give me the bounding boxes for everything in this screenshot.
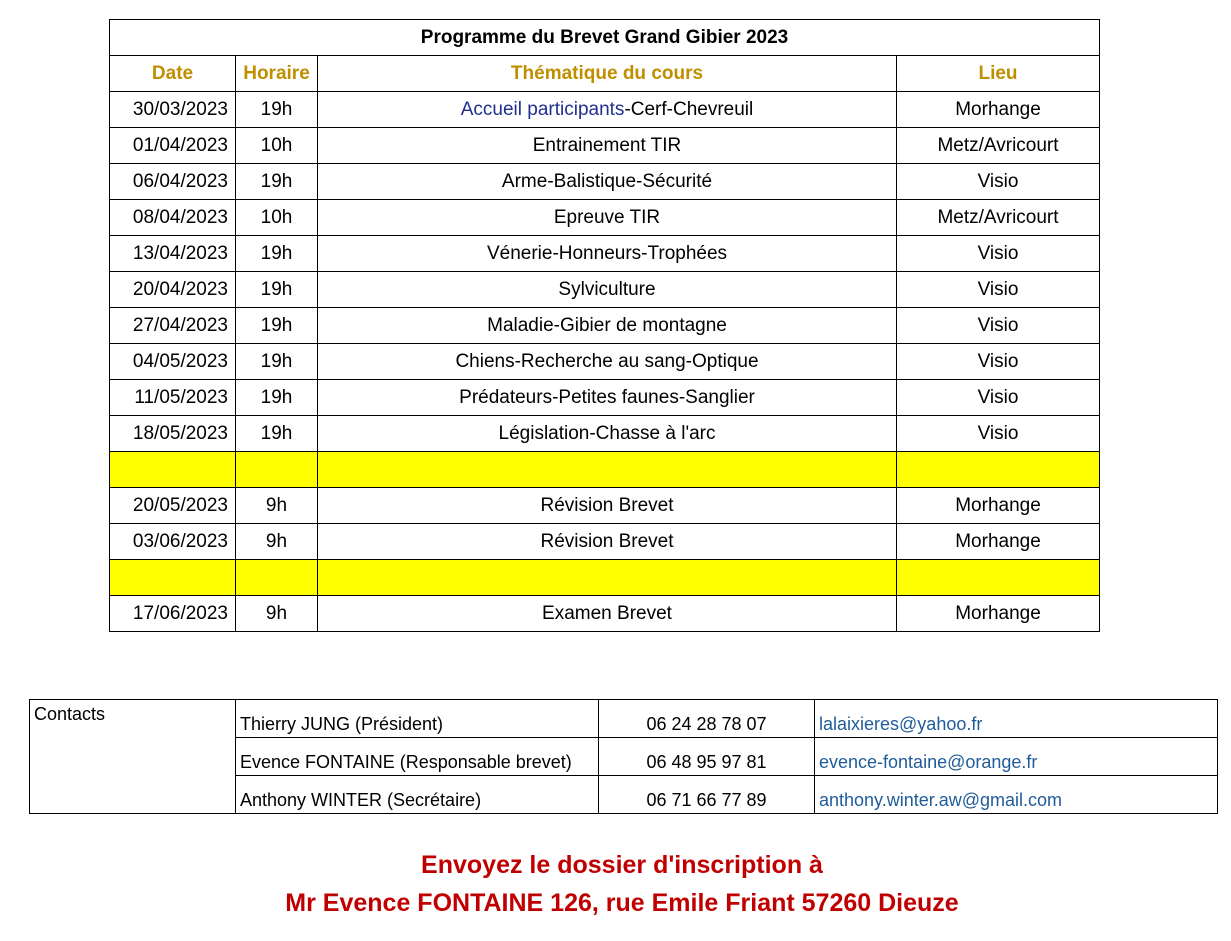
schedule-header-row (110, 56, 1100, 92)
header-thematique: Thématique du cours (318, 56, 897, 92)
table-row (110, 308, 1100, 344)
row-horaire: 19h (236, 416, 318, 452)
row-lieu: Morhange (897, 596, 1100, 632)
table-row (110, 416, 1100, 452)
notice-line-2: Mr Evence FONTAINE 126, rue Emile Friant 57260 Dieuze (285, 889, 959, 917)
row-date: 06/04/2023 (110, 164, 236, 200)
row-lieu: Visio (897, 308, 1100, 344)
row-thematique: Législation-Chasse à l'arc (318, 416, 897, 452)
header-date: Date (110, 56, 236, 92)
contact-phone: 06 24 28 78 07 (599, 700, 815, 738)
contact-name: Thierry JUNG (Président) (236, 700, 599, 738)
highlight-cell (318, 560, 897, 596)
row-thematique: Maladie-Gibier de montagne (318, 308, 897, 344)
contacts-label: Contacts (30, 700, 236, 814)
row-horaire: 19h (236, 92, 318, 128)
row-horaire: 19h (236, 164, 318, 200)
row-thematique: Examen Brevet (318, 596, 897, 632)
theme-prefix: Accueil participants (460, 98, 625, 120)
row-lieu: Visio (897, 236, 1100, 272)
row-horaire: 9h (236, 596, 318, 632)
table-row (110, 128, 1100, 164)
schedule-table (109, 19, 1100, 632)
table-row (110, 524, 1100, 560)
theme-text: -Cerf-Chevreuil (624, 98, 754, 120)
table-row (110, 344, 1100, 380)
highlight-cell (897, 560, 1100, 596)
table-row (110, 92, 1100, 128)
row-lieu: Metz/Avricourt (897, 128, 1100, 164)
contact-name: Evence FONTAINE (Responsable brevet) (236, 738, 599, 776)
row-horaire: 10h (236, 200, 318, 236)
table-row (110, 272, 1100, 308)
highlight-cell (318, 452, 897, 488)
highlight-cell (236, 452, 318, 488)
highlight-cell (110, 560, 236, 596)
row-lieu: Morhange (897, 488, 1100, 524)
row-horaire: 19h (236, 236, 318, 272)
contact-email-link[interactable]: evence-fontaine@orange.fr (815, 738, 1218, 776)
row-date: 11/05/2023 (110, 380, 236, 416)
header-lieu: Lieu (897, 56, 1100, 92)
row-thematique: Révision Brevet (318, 488, 897, 524)
highlight-row (110, 560, 1100, 596)
row-thematique: Epreuve TIR (318, 200, 897, 236)
row-thematique: Entrainement TIR (318, 128, 897, 164)
contact-row (30, 700, 1218, 738)
contacts-table (29, 699, 1218, 814)
row-thematique (318, 92, 897, 128)
row-horaire: 19h (236, 380, 318, 416)
contact-email-link[interactable]: lalaixieres@yahoo.fr (815, 700, 1218, 738)
row-lieu: Visio (897, 272, 1100, 308)
row-date: 13/04/2023 (110, 236, 236, 272)
registration-notice (0, 846, 1231, 922)
highlight-cell (897, 452, 1100, 488)
row-horaire: 19h (236, 272, 318, 308)
row-lieu: Morhange (897, 524, 1100, 560)
row-lieu: Visio (897, 344, 1100, 380)
row-date: 04/05/2023 (110, 344, 236, 380)
contact-phone: 06 71 66 77 89 (599, 776, 815, 814)
table-row (110, 596, 1100, 632)
highlight-cell (110, 452, 236, 488)
row-date: 18/05/2023 (110, 416, 236, 452)
row-date: 08/04/2023 (110, 200, 236, 236)
row-thematique: Arme-Balistique-Sécurité (318, 164, 897, 200)
highlight-cell (236, 560, 318, 596)
row-lieu: Metz/Avricourt (897, 200, 1100, 236)
row-lieu: Visio (897, 164, 1100, 200)
row-date: 17/06/2023 (110, 596, 236, 632)
row-date: 30/03/2023 (110, 92, 236, 128)
row-thematique: Vénerie-Honneurs-Trophées (318, 236, 897, 272)
row-horaire: 19h (236, 308, 318, 344)
schedule-title: Programme du Brevet Grand Gibier 2023 (110, 20, 1100, 56)
row-date: 20/05/2023 (110, 488, 236, 524)
table-row (110, 488, 1100, 524)
table-row (110, 236, 1100, 272)
table-row (110, 164, 1100, 200)
row-horaire: 10h (236, 128, 318, 164)
row-thematique: Chiens-Recherche au sang-Optique (318, 344, 897, 380)
contact-email-link[interactable]: anthony.winter.aw@gmail.com (815, 776, 1218, 814)
row-horaire: 9h (236, 524, 318, 560)
row-date: 01/04/2023 (110, 128, 236, 164)
row-lieu: Morhange (897, 92, 1100, 128)
row-thematique: Sylviculture (318, 272, 897, 308)
contact-name: Anthony WINTER (Secrétaire) (236, 776, 599, 814)
row-lieu: Visio (897, 380, 1100, 416)
notice-line-1: Envoyez le dossier d'inscription à (421, 851, 823, 879)
schedule-title-row (110, 20, 1100, 56)
row-lieu: Visio (897, 416, 1100, 452)
highlight-row (110, 452, 1100, 488)
table-row (110, 380, 1100, 416)
row-date: 20/04/2023 (110, 272, 236, 308)
row-thematique: Prédateurs-Petites faunes-Sanglier (318, 380, 897, 416)
table-row (110, 200, 1100, 236)
row-horaire: 9h (236, 488, 318, 524)
row-date: 03/06/2023 (110, 524, 236, 560)
contact-phone: 06 48 95 97 81 (599, 738, 815, 776)
header-horaire: Horaire (236, 56, 318, 92)
row-thematique: Révision Brevet (318, 524, 897, 560)
row-date: 27/04/2023 (110, 308, 236, 344)
row-horaire: 19h (236, 344, 318, 380)
